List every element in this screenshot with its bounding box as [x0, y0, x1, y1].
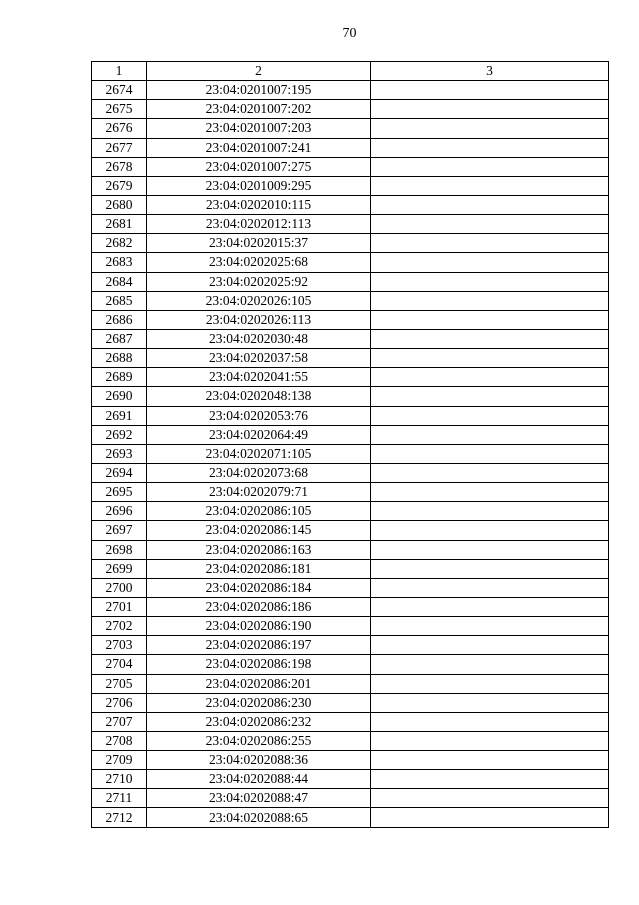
note-cell: [371, 674, 609, 693]
table-row: [92, 81, 609, 100]
table-row: [92, 215, 609, 234]
row-number-cell: 2674: [92, 81, 147, 100]
table-row: [92, 559, 609, 578]
note-cell: [371, 540, 609, 559]
cadastral-number-cell: 23:04:0202086:184: [147, 578, 371, 597]
cadastral-number-cell: 23:04:0202086:163: [147, 540, 371, 559]
table-row: [92, 406, 609, 425]
cadastral-number-cell: 23:04:0202025:92: [147, 272, 371, 291]
row-number-cell: 2688: [92, 349, 147, 368]
table-row: [92, 444, 609, 463]
note-cell: [371, 176, 609, 195]
cadastral-number-cell: 23:04:0202086:197: [147, 636, 371, 655]
row-number-cell: 2684: [92, 272, 147, 291]
row-number-cell: 2701: [92, 597, 147, 616]
note-cell: [371, 310, 609, 329]
cadastral-number-cell: 23:04:0202030:48: [147, 329, 371, 348]
cadastral-number-cell: 23:04:0202073:68: [147, 463, 371, 482]
table-row: [92, 617, 609, 636]
note-cell: [371, 157, 609, 176]
column-header-3: 3: [371, 62, 609, 81]
row-number-cell: 2685: [92, 291, 147, 310]
table-row: [92, 655, 609, 674]
note-cell: [371, 425, 609, 444]
note-cell: [371, 272, 609, 291]
table-row: [92, 483, 609, 502]
table-row: [92, 138, 609, 157]
note-cell: [371, 559, 609, 578]
row-number-cell: 2681: [92, 215, 147, 234]
column-header-2: 2: [147, 62, 371, 81]
cadastral-number-cell: 23:04:0202010:115: [147, 195, 371, 214]
cadastral-number-cell: 23:04:0202086:105: [147, 502, 371, 521]
row-number-cell: 2697: [92, 521, 147, 540]
note-cell: [371, 789, 609, 808]
table-row: [92, 234, 609, 253]
cadastral-table: [91, 61, 609, 828]
cadastral-number-cell: 23:04:0202086:190: [147, 617, 371, 636]
row-number-cell: 2691: [92, 406, 147, 425]
table-row: [92, 368, 609, 387]
row-number-cell: 2679: [92, 176, 147, 195]
note-cell: [371, 636, 609, 655]
note-cell: [371, 234, 609, 253]
note-cell: [371, 406, 609, 425]
note-cell: [371, 138, 609, 157]
table-body: [92, 81, 609, 827]
cadastral-number-cell: 23:04:0201007:203: [147, 119, 371, 138]
note-cell: [371, 368, 609, 387]
table-row: [92, 253, 609, 272]
row-number-cell: 2687: [92, 329, 147, 348]
cadastral-number-cell: 23:04:0202086:198: [147, 655, 371, 674]
row-number-cell: 2705: [92, 674, 147, 693]
cadastral-number-cell: 23:04:0202086:230: [147, 693, 371, 712]
cadastral-number-cell: 23:04:0202086:186: [147, 597, 371, 616]
row-number-cell: 2683: [92, 253, 147, 272]
note-cell: [371, 195, 609, 214]
row-number-cell: 2686: [92, 310, 147, 329]
cadastral-number-cell: 23:04:0201007:275: [147, 157, 371, 176]
note-cell: [371, 387, 609, 406]
row-number-cell: 2708: [92, 731, 147, 750]
cadastral-number-cell: 23:04:0202025:68: [147, 253, 371, 272]
row-number-cell: 2709: [92, 751, 147, 770]
table-row: [92, 463, 609, 482]
row-number-cell: 2696: [92, 502, 147, 521]
cadastral-number-cell: 23:04:0202015:37: [147, 234, 371, 253]
table-row: [92, 349, 609, 368]
table-row: [92, 502, 609, 521]
table-row: [92, 770, 609, 789]
cadastral-number-cell: 23:04:0202088:36: [147, 751, 371, 770]
table-row: [92, 808, 609, 827]
row-number-cell: 2689: [92, 368, 147, 387]
row-number-cell: 2703: [92, 636, 147, 655]
table-row: [92, 597, 609, 616]
table-row: [92, 789, 609, 808]
row-number-cell: 2693: [92, 444, 147, 463]
cadastral-number-cell: 23:04:0202086:232: [147, 712, 371, 731]
note-cell: [371, 291, 609, 310]
row-number-cell: 2680: [92, 195, 147, 214]
row-number-cell: 2690: [92, 387, 147, 406]
table-row: [92, 329, 609, 348]
note-cell: [371, 329, 609, 348]
note-cell: [371, 578, 609, 597]
note-cell: [371, 349, 609, 368]
note-cell: [371, 502, 609, 521]
note-cell: [371, 597, 609, 616]
table-row: [92, 291, 609, 310]
table-row: [92, 578, 609, 597]
row-number-cell: 2694: [92, 463, 147, 482]
note-cell: [371, 81, 609, 100]
table-row: [92, 272, 609, 291]
row-number-cell: 2677: [92, 138, 147, 157]
row-number-cell: 2698: [92, 540, 147, 559]
note-cell: [371, 655, 609, 674]
row-number-cell: 2707: [92, 712, 147, 731]
table-row: [92, 176, 609, 195]
cadastral-number-cell: 23:04:0202026:105: [147, 291, 371, 310]
row-number-cell: 2712: [92, 808, 147, 827]
cadastral-number-cell: 23:04:0202012:113: [147, 215, 371, 234]
cadastral-number-cell: 23:04:0202086:145: [147, 521, 371, 540]
table-row: [92, 157, 609, 176]
row-number-cell: 2702: [92, 617, 147, 636]
column-header-1: 1: [92, 62, 147, 81]
row-number-cell: 2678: [92, 157, 147, 176]
table-row: [92, 751, 609, 770]
table-row: [92, 674, 609, 693]
cadastral-number-cell: 23:04:0202086:201: [147, 674, 371, 693]
table-row: [92, 636, 609, 655]
cadastral-number-cell: 23:04:0202071:105: [147, 444, 371, 463]
table-row: [92, 310, 609, 329]
note-cell: [371, 463, 609, 482]
row-number-cell: 2675: [92, 100, 147, 119]
note-cell: [371, 215, 609, 234]
cadastral-number-cell: 23:04:0202053:76: [147, 406, 371, 425]
row-number-cell: 2704: [92, 655, 147, 674]
cadastral-number-cell: 23:04:0202088:44: [147, 770, 371, 789]
cadastral-number-cell: 23:04:0202048:138: [147, 387, 371, 406]
note-cell: [371, 483, 609, 502]
row-number-cell: 2682: [92, 234, 147, 253]
table-row: [92, 521, 609, 540]
cadastral-number-cell: 23:04:0201009:295: [147, 176, 371, 195]
note-cell: [371, 731, 609, 750]
cadastral-number-cell: 23:04:0202041:55: [147, 368, 371, 387]
note-cell: [371, 712, 609, 731]
cadastral-number-cell: 23:04:0202037:58: [147, 349, 371, 368]
row-number-cell: 2676: [92, 119, 147, 138]
table-row: [92, 195, 609, 214]
cadastral-number-cell: 23:04:0202086:181: [147, 559, 371, 578]
cadastral-number-cell: 23:04:0201007:195: [147, 81, 371, 100]
cadastral-number-cell: 23:04:0201007:202: [147, 100, 371, 119]
cadastral-number-cell: 23:04:0202086:255: [147, 731, 371, 750]
cadastral-number-cell: 23:04:0202088:65: [147, 808, 371, 827]
row-number-cell: 2710: [92, 770, 147, 789]
table-row: [92, 387, 609, 406]
row-number-cell: 2706: [92, 693, 147, 712]
row-number-cell: 2695: [92, 483, 147, 502]
row-number-cell: 2692: [92, 425, 147, 444]
row-number-cell: 2711: [92, 789, 147, 808]
page-number: 70: [342, 26, 357, 41]
note-cell: [371, 751, 609, 770]
cadastral-number-cell: 23:04:0202088:47: [147, 789, 371, 808]
table-row: [92, 693, 609, 712]
note-cell: [371, 617, 609, 636]
table-row: [92, 100, 609, 119]
note-cell: [371, 693, 609, 712]
cadastral-number-cell: 23:04:0201007:241: [147, 138, 371, 157]
table-header-row: [92, 62, 609, 81]
note-cell: [371, 100, 609, 119]
row-number-cell: 2700: [92, 578, 147, 597]
table-row: [92, 731, 609, 750]
cadastral-number-cell: 23:04:0202026:113: [147, 310, 371, 329]
row-number-cell: 2699: [92, 559, 147, 578]
note-cell: [371, 770, 609, 789]
cadastral-number-cell: 23:04:0202064:49: [147, 425, 371, 444]
note-cell: [371, 444, 609, 463]
table-row: [92, 540, 609, 559]
note-cell: [371, 808, 609, 827]
table-row: [92, 119, 609, 138]
note-cell: [371, 119, 609, 138]
cadastral-number-cell: 23:04:0202079:71: [147, 483, 371, 502]
table-row: [92, 712, 609, 731]
table-row: [92, 425, 609, 444]
note-cell: [371, 253, 609, 272]
note-cell: [371, 521, 609, 540]
